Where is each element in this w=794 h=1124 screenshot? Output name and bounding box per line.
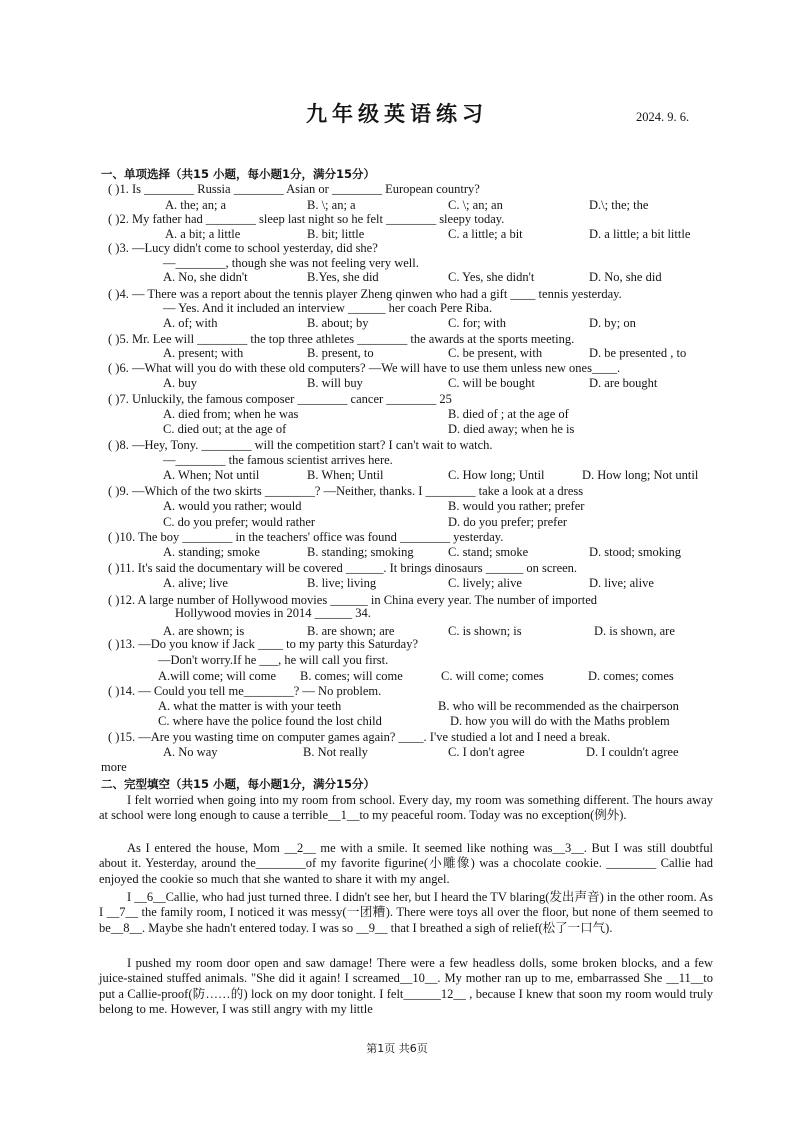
- passage-paragraph-3: I __6__Callie, who had just turned three. I didn't see her, but I heard the TV blaring(发出声音) in the other room. As I __7__ the family room, I noticed it was messy(一团糟). There were toys all over the floor, but none of them seemed to be__8__. Maybe she hadn't entered today. I was so __9__ that I breathed a sigh of relief(松了一口气).: [99, 890, 713, 935]
- q12-option-b: B. are shown; are: [307, 624, 395, 638]
- q9-stem: ( )9. —Which of the two skirts ________? —Neither, thanks. I ________ take a look at a dress: [108, 484, 584, 498]
- q13-line2: —Don't worry.If he ___, he will call you first.: [158, 653, 389, 667]
- q4-option-c: C. for; with: [448, 316, 506, 330]
- q15-option-a: A. No way: [163, 745, 218, 759]
- q12-option-c: C. is shown; is: [448, 624, 522, 638]
- q7-option-a: A. died from; when he was: [163, 407, 299, 421]
- q2-option-c: C. a little; a bit: [448, 227, 523, 241]
- q5-option-c: C. be present, with: [448, 346, 543, 360]
- q15-option-b: B. Not really: [303, 745, 368, 759]
- exam-date: 2024. 9. 6.: [636, 110, 690, 124]
- q8-option-a: A. When; Not until: [163, 468, 260, 482]
- q15-option-d-continued: more: [101, 760, 127, 774]
- q5-option-a: A. present; with: [163, 346, 244, 360]
- q13-option-c: C. will come; comes: [441, 669, 544, 683]
- q2-stem: ( )2. My father had ________ sleep last night so he felt ________ sleepy today.: [108, 212, 505, 226]
- section1-heading: 一、单项选择（共15 小题，每小题1分，满分15分）: [101, 167, 376, 181]
- q10-option-b: B. standing; smoking: [307, 545, 414, 559]
- q13-option-a: A.will come; will come: [158, 669, 277, 683]
- q11-stem: ( )11. It's said the documentary will be covered ______. It brings dinosaurs ______ on screen.: [108, 561, 578, 575]
- q6-option-c: C. will be bought: [448, 376, 535, 390]
- q6-option-d: D. are bought: [589, 376, 658, 390]
- q1-option-a: A. the; an; a: [165, 198, 227, 212]
- q15-option-d: D. I couldn't agree: [586, 745, 679, 759]
- q3-option-d: D. No, she did: [589, 270, 662, 284]
- q4-option-a: A. of; with: [163, 316, 218, 330]
- q3-option-a: A. No, she didn't: [163, 270, 248, 284]
- q7-option-d: D. died away; when he is: [448, 422, 575, 436]
- q8-option-d: D. How long; Not until: [582, 468, 699, 482]
- passage-paragraph-4: I pushed my room door open and saw damage! There were a few headless dolls, some broken blocks, and a few juice-stained stuffed animals. "She did it again! I screamed__10__. My mother ran up to me, embarrassed She __11__to put a Callie-proof(防……的) lock on my door tonight. I felt______12__ , because I knew that soon my room would truly belong to me. However, I was still angry with my little: [99, 956, 713, 1017]
- q12-stem: ( )12. A large number of Hollywood movies ______ in China every year. The number of imported: [108, 593, 598, 607]
- q1-option-c: C. \; an; an: [448, 198, 503, 212]
- page-title: 九年级英语练习: [306, 102, 488, 126]
- q1-stem: ( )1. Is ________ Russia ________ Asian or ________ European country?: [108, 182, 480, 196]
- q11-option-a: A. alive; live: [163, 576, 228, 590]
- q10-stem: ( )10. The boy ________ in the teachers' office was found ________ yesterday.: [108, 530, 504, 544]
- q14-option-d: D. how you will do with the Maths problem: [450, 714, 670, 728]
- q14-option-c: C. where have the police found the lost child: [158, 714, 382, 728]
- q2-option-a: A. a bit; a little: [165, 227, 241, 241]
- q13-option-b: B. comes; will come: [300, 669, 403, 683]
- q9-option-a: A. would you rather; would: [163, 499, 302, 513]
- passage-paragraph-2: As I entered the house, Mom __2__ me with a smile. It seemed like nothing was__3__. But I was still doubtful about it. Yesterday, around the________of my favorite figurine(小雕像) was a chocolate cookie. ________ Callie had enjoyed the cookie so much that she wanted to share it with my angel.: [99, 841, 713, 886]
- q10-option-c: C. stand; smoke: [448, 545, 529, 559]
- q14-stem: ( )14. — Could you tell me________? — No problem.: [108, 684, 382, 698]
- q14-option-a: A. what the matter is with your teeth: [158, 699, 342, 713]
- q10-option-d: D. stood; smoking: [589, 545, 682, 559]
- q3-option-b: B.Yes, she did: [307, 270, 379, 284]
- q12-line2: Hollywood movies in 2014 ______ 34.: [175, 606, 371, 620]
- q9-option-d: D. do you prefer; prefer: [448, 515, 568, 529]
- q2-option-b: B. bit; little: [307, 227, 365, 241]
- q7-option-c: C. died out; at the age of: [163, 422, 287, 436]
- q13-stem: ( )13. —Do you know if Jack ____ to my party this Saturday?: [108, 637, 419, 651]
- q4-option-b: B. about; by: [307, 316, 369, 330]
- q13-option-d: D. comes; comes: [588, 669, 674, 683]
- q15-option-c: C. I don't agree: [448, 745, 525, 759]
- passage-paragraph-1: I felt worried when going into my room from school. Every day, my room was something different. The hours away at school were long enough to cause a terrible__1__to my peaceful room. Today was no exception(例外).: [99, 793, 713, 823]
- q4-option-d: D. by; on: [589, 316, 636, 330]
- q7-option-b: B. died of ; at the age of: [448, 407, 569, 421]
- q4-stem: ( )4. — There was a report about the tennis player Zheng qinwen who had a gift ____ tennis yesterday.: [108, 287, 622, 301]
- q8-option-b: B. When; Until: [307, 468, 384, 482]
- q12-option-d: D. is shown, are: [594, 624, 675, 638]
- q7-stem: ( )7. Unluckily, the famous composer ________ cancer ________ 25: [108, 392, 452, 406]
- q6-option-a: A. buy: [163, 376, 198, 390]
- page-footer: 第1页 共6页: [366, 1042, 428, 1055]
- q10-option-a: A. standing; smoke: [163, 545, 260, 559]
- section2-heading: 二、完型填空（共15 小题，每小题1分，满分15分）: [101, 777, 376, 791]
- q14-option-b: B. who will be recommended as the chairperson: [438, 699, 679, 713]
- q5-option-b: B. present, to: [307, 346, 374, 360]
- q2-option-d: D. a little; a bit little: [589, 227, 691, 241]
- q5-option-d: D. be presented , to: [589, 346, 687, 360]
- q3-line2: —________, though she was not feeling very well.: [163, 256, 419, 270]
- q12-option-a: A. are shown; is: [163, 624, 245, 638]
- q6-stem: ( )6. —What will you do with these old computers? —We will have to use them unless new ones____.: [108, 361, 621, 375]
- q9-option-c: C. do you prefer; would rather: [163, 515, 316, 529]
- q8-line2: —________ the famous scientist arrives here.: [163, 453, 393, 467]
- q8-stem: ( )8. —Hey, Tony. ________ will the competition start? I can't wait to watch.: [108, 438, 493, 452]
- q8-option-c: C. How long; Until: [448, 468, 545, 482]
- q6-option-b: B. will buy: [307, 376, 363, 390]
- q11-option-c: C. lively; alive: [448, 576, 522, 590]
- q11-option-b: B. live; living: [307, 576, 377, 590]
- q11-option-d: D. live; alive: [589, 576, 654, 590]
- q3-option-c: C. Yes, she didn't: [448, 270, 535, 284]
- q1-option-d: D.\; the; the: [589, 198, 649, 212]
- q9-option-b: B. would you rather; prefer: [448, 499, 585, 513]
- q5-stem: ( )5. Mr. Lee will ________ the top three athletes ________ the awards at the sports meeting.: [108, 332, 575, 346]
- q4-line2: — Yes. And it included an interview ______ her coach Pere Riba.: [163, 301, 493, 315]
- q1-option-b: B. \; an; a: [307, 198, 356, 212]
- q15-stem: ( )15. —Are you wasting time on computer games again? ____. I've studied a lot and I need a break.: [108, 730, 611, 744]
- q3-stem: ( )3. —Lucy didn't come to school yesterday, did she?: [108, 241, 378, 255]
